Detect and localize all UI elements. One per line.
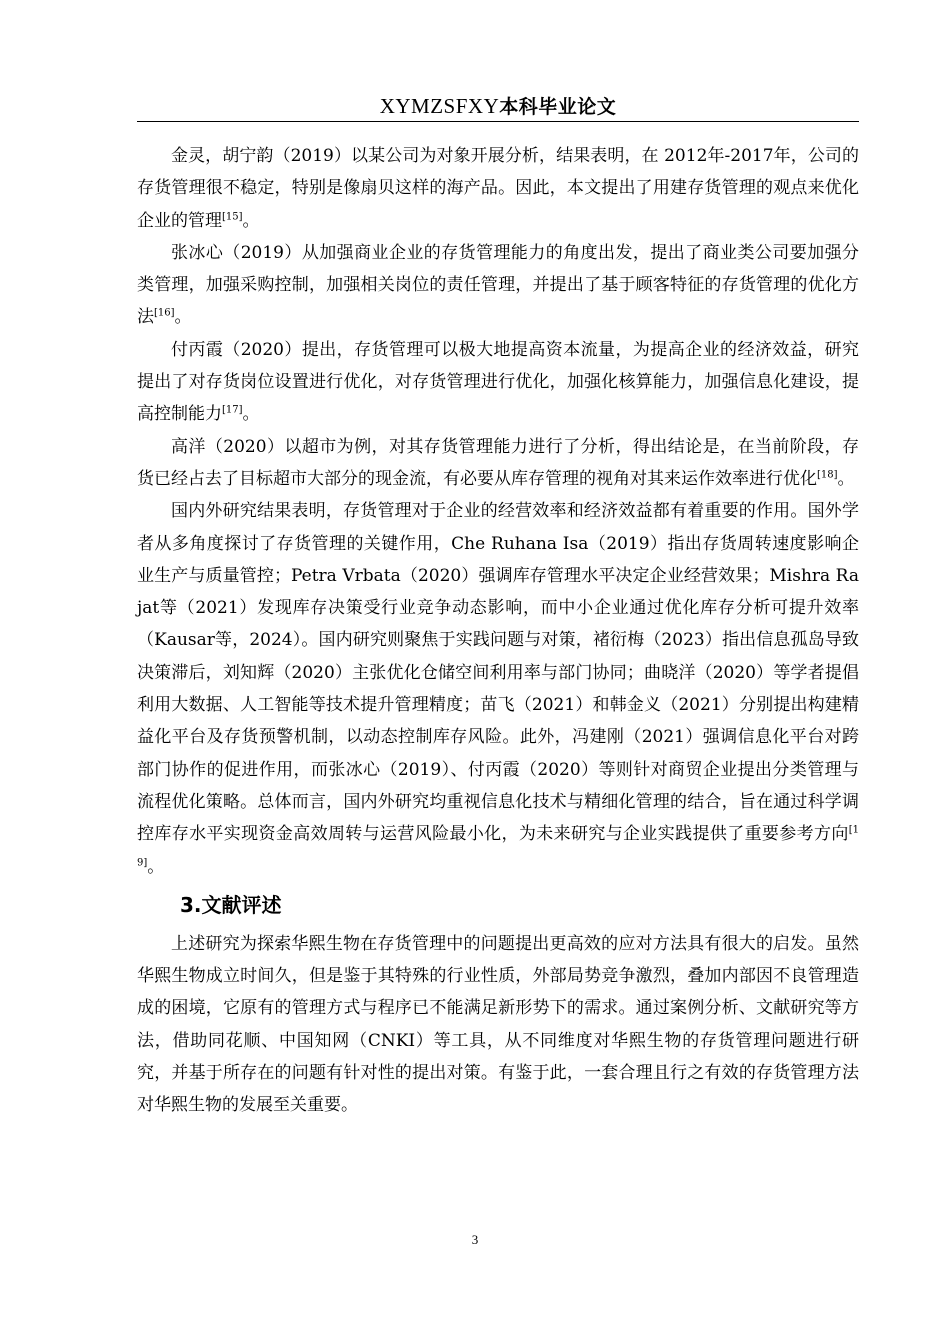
paragraph-end: 。 bbox=[837, 468, 855, 489]
header-rule bbox=[137, 121, 859, 122]
paragraph-text: 高洋（2020）以超市为例，对其存货管理能力进行了分析，得出结论是，在当前阶段，存货已经占去了目标超市大部分的现金流，有必要从库存管理的视角对其来运作效率进行优化 bbox=[137, 436, 859, 489]
paragraph-end: 。 bbox=[242, 210, 260, 231]
citation-ref: [15] bbox=[222, 210, 243, 222]
paragraph-end: 。 bbox=[147, 856, 165, 877]
paragraph-text: 金灵，胡宁韵（2019）以某公司为对象开展分析，结果表明，在 2012年-2017年，公司的存货管理很不稳定，特别是像扇贝这样的海产品。因此，本文提出了用建存货管理的观点来优化企业的管理 bbox=[137, 146, 859, 231]
header-title-text: 本科毕业论文 bbox=[499, 96, 617, 118]
paragraph-summary bbox=[137, 495, 859, 883]
paragraph-fu-bingxia bbox=[137, 334, 859, 431]
paragraph-jin-ling bbox=[137, 140, 859, 237]
page-number: 3 bbox=[471, 1232, 479, 1247]
paragraph-literature-review bbox=[137, 928, 859, 1122]
paragraph-text: 张冰心（2019）从加强商业企业的存货管理能力的角度出发，提出了商业类公司要加强分类管理，加强采购控制，加强相关岗位的责任管理，并提出了基于顾客特征的存货管理的优化方法 bbox=[137, 242, 859, 328]
page-header bbox=[137, 90, 859, 122]
header-latin-text: XYMZSFXY bbox=[379, 94, 500, 118]
paragraph-zhang-bingxin bbox=[137, 237, 859, 334]
paragraph-text: 国内外研究结果表明，存货管理对于企业的经营效率和经济效益都有着重要的作用。国外学者从多角度探讨了存货管理的关键作用，Che Ruhana Isa（2019）指出存货周转速度影响企业生产与质量管控；Petra Vrbata（2020）强调库存管理水平决定企业经营效果；Mishra Rajat等（2021）发现库存决策受行业竞争动态影响，而中小企业通过优化库存分析可提升效率（Kausar等，2024）。国内研究则聚焦于实践问题与对策，褚衍梅（2023）指出信息孤岛导致决策滞后，刘知辉（2020）主张优化仓储空间利用率与部门协同；曲晓洋（2020）等学者提倡利用大数据、人工智能等技术提升管理精度；苗飞（2021）和韩金义（2021）分别提出构建精益化平台及存货预警机制，以动态控制库存风险。此外，冯建刚（2021）强调信息化平台对跨部门协作的促进作用，而张冰心（2019）、付丙霞（2020）等则针对商贸企业提出分类管理与流程优化策略。总体而言，国内外研究均重视信息化技术与精细化管理的结合，旨在通过科学调控库存水平实现资金高效周转与运营风险最小化，为未来研究与企业实践提供了重要参考方向 bbox=[137, 501, 859, 845]
section-heading: 3.文献评述 bbox=[180, 892, 282, 917]
paragraph-end: 。 bbox=[242, 404, 260, 425]
citation-ref: [17] bbox=[222, 404, 243, 416]
paragraph-end: 。 bbox=[174, 307, 192, 328]
citation-ref: [19] bbox=[137, 824, 859, 868]
paragraph-gao-yang bbox=[137, 431, 859, 496]
citation-ref: [18] bbox=[817, 469, 838, 481]
citation-ref: [16] bbox=[154, 307, 175, 319]
page-body bbox=[137, 140, 859, 1122]
paragraph-text: 付丙霞（2020）提出，存货管理可以极大地提高资本流量，为提高企业的经济效益，研究提出了对存货岗位设置进行优化，对存货管理进行优化，加强化核算能力，加强信息化建设，提高控制能力 bbox=[137, 339, 859, 425]
paragraph-text: 上述研究为探索华熙生物在存货管理中的问题提出更高效的应对方法具有很大的启发。虽然华熙生物成立时间久，但是鉴于其特殊的行业性质，外部局势竞争激烈，叠加内部因不良管理造成的困境，它原有的管理方式与程序已不能满足新形势下的需求。通过案例分析、文献研究等方法，借助同花顺、中国知网（CNKI）等工具，从不同维度对华熙生物的存货管理问题进行研究，并基于所存在的问题有针对性的提出对策。有鉴于此，一套合理且行之有效的存货管理方法对华熙生物的发展至关重要。 bbox=[137, 933, 859, 1116]
